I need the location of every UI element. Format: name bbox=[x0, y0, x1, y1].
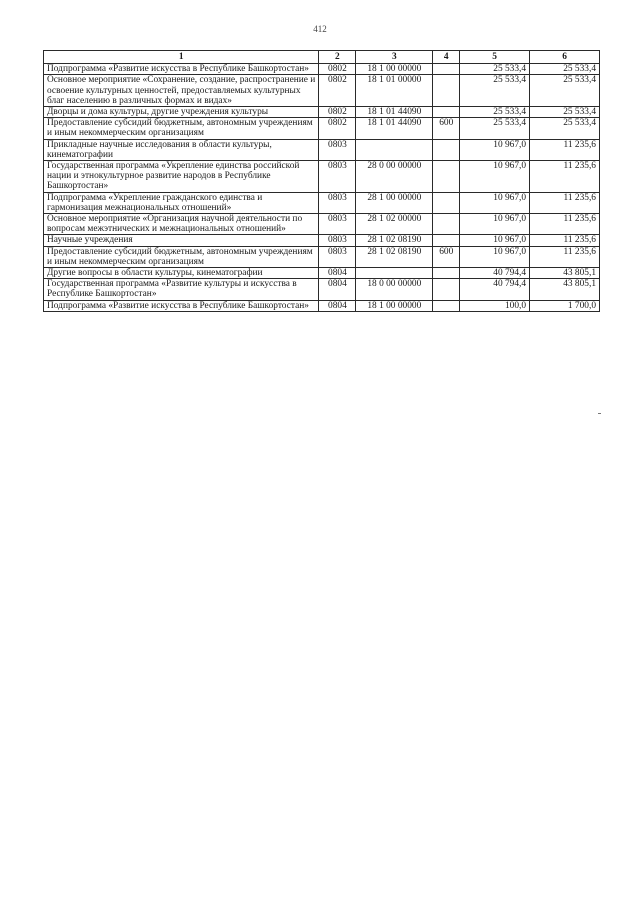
row-name: Государственная программа «Укрепление единства российской нации и этнокультурное развитие народов в Республике Башкортостан» bbox=[44, 161, 319, 193]
table-row bbox=[44, 139, 600, 160]
column-header-year1: 5 bbox=[460, 51, 530, 64]
row-year2: 11 235,6 bbox=[530, 161, 600, 193]
row-year2: 25 533,4 bbox=[530, 118, 600, 139]
row-type bbox=[433, 161, 460, 193]
row-year2: 11 235,6 bbox=[530, 214, 600, 235]
row-year1: 25 533,4 bbox=[460, 107, 530, 118]
row-year1: 40 794,4 bbox=[460, 279, 530, 300]
row-target: 18 1 00 00000 bbox=[356, 64, 433, 75]
row-year1: 40 794,4 bbox=[460, 268, 530, 279]
column-header-target: 3 bbox=[356, 51, 433, 64]
row-name: Подпрограмма «Развитие искусства в Республике Башкортостан» bbox=[44, 64, 319, 75]
table-row bbox=[44, 75, 600, 107]
row-section: 0803 bbox=[319, 161, 356, 193]
row-target: 28 1 00 00000 bbox=[356, 192, 433, 213]
row-year1: 10 967,0 bbox=[460, 139, 530, 160]
row-target: 28 1 02 00000 bbox=[356, 214, 433, 235]
row-section: 0803 bbox=[319, 214, 356, 235]
row-type bbox=[433, 64, 460, 75]
row-year1: 10 967,0 bbox=[460, 161, 530, 193]
column-header-name: 1 bbox=[44, 51, 319, 64]
row-type bbox=[433, 75, 460, 107]
row-type: 600 bbox=[433, 246, 460, 267]
row-year1: 25 533,4 bbox=[460, 75, 530, 107]
row-name: Основное мероприятие «Сохранение, создание, распространение и освоение культурных ценностей, предоставляемых культурных благ населению в различных формах и видах» bbox=[44, 75, 319, 107]
row-section: 0803 bbox=[319, 235, 356, 246]
row-type bbox=[433, 139, 460, 160]
row-year1: 10 967,0 bbox=[460, 192, 530, 213]
row-year2: 11 235,6 bbox=[530, 246, 600, 267]
table-row bbox=[44, 118, 600, 139]
row-year2: 25 533,4 bbox=[530, 75, 600, 107]
table-row bbox=[44, 214, 600, 235]
row-target: 18 1 00 00000 bbox=[356, 300, 433, 311]
row-target: 28 1 02 08190 bbox=[356, 246, 433, 267]
row-section: 0803 bbox=[319, 192, 356, 213]
row-target: 18 1 01 44090 bbox=[356, 118, 433, 139]
row-year2: 43 805,1 bbox=[530, 279, 600, 300]
column-header-type: 4 bbox=[433, 51, 460, 64]
table-header-row bbox=[44, 51, 600, 64]
row-section: 0804 bbox=[319, 279, 356, 300]
row-year2: 25 533,4 bbox=[530, 64, 600, 75]
page-number: 412 bbox=[313, 24, 327, 34]
row-type bbox=[433, 192, 460, 213]
table-row bbox=[44, 300, 600, 311]
row-section: 0804 bbox=[319, 300, 356, 311]
column-header-year2: 6 bbox=[530, 51, 600, 64]
row-type bbox=[433, 279, 460, 300]
row-name: Научные учреждения bbox=[44, 235, 319, 246]
row-year1: 25 533,4 bbox=[460, 118, 530, 139]
table-row bbox=[44, 235, 600, 246]
row-year2: 1 700,0 bbox=[530, 300, 600, 311]
table-row bbox=[44, 268, 600, 279]
row-section: 0803 bbox=[319, 139, 356, 160]
row-target bbox=[356, 139, 433, 160]
row-year1: 100,0 bbox=[460, 300, 530, 311]
column-header-section: 2 bbox=[319, 51, 356, 64]
row-type bbox=[433, 214, 460, 235]
row-name: Другие вопросы в области культуры, кинематографии bbox=[44, 268, 319, 279]
row-target: 28 1 02 08190 bbox=[356, 235, 433, 246]
row-name: Дворцы и дома культуры, другие учреждения культуры bbox=[44, 107, 319, 118]
row-year1: 10 967,0 bbox=[460, 235, 530, 246]
row-section: 0804 bbox=[319, 268, 356, 279]
row-type: 600 bbox=[433, 118, 460, 139]
row-year2: 25 533,4 bbox=[530, 107, 600, 118]
row-name: Предоставление субсидий бюджетным, автономным учреждениям и иным некоммерческим организациям bbox=[44, 118, 319, 139]
row-year2: 43 805,1 bbox=[530, 268, 600, 279]
row-target: 28 0 00 00000 bbox=[356, 161, 433, 193]
row-name: Подпрограмма «Развитие искусства в Республике Башкортостан» bbox=[44, 300, 319, 311]
row-section: 0802 bbox=[319, 64, 356, 75]
scan-mark bbox=[598, 413, 601, 414]
budget-table bbox=[43, 50, 600, 312]
row-year2: 11 235,6 bbox=[530, 235, 600, 246]
table-row bbox=[44, 107, 600, 118]
row-name: Государственная программа «Развитие культуры и искусства в Республике Башкортостан» bbox=[44, 279, 319, 300]
row-year1: 25 533,4 bbox=[460, 64, 530, 75]
row-target bbox=[356, 268, 433, 279]
table-row bbox=[44, 192, 600, 213]
table-row bbox=[44, 64, 600, 75]
row-year1: 10 967,0 bbox=[460, 246, 530, 267]
row-type bbox=[433, 268, 460, 279]
row-year1: 10 967,0 bbox=[460, 214, 530, 235]
table-row bbox=[44, 161, 600, 193]
table-row bbox=[44, 246, 600, 267]
row-section: 0802 bbox=[319, 118, 356, 139]
row-target: 18 1 01 00000 bbox=[356, 75, 433, 107]
row-type bbox=[433, 107, 460, 118]
row-section: 0802 bbox=[319, 107, 356, 118]
row-type bbox=[433, 300, 460, 311]
row-section: 0803 bbox=[319, 246, 356, 267]
row-name: Основное мероприятие «Организация научной деятельности по вопросам межэтнических и межнациональных отношений» bbox=[44, 214, 319, 235]
row-target: 18 0 00 00000 bbox=[356, 279, 433, 300]
row-target: 18 1 01 44090 bbox=[356, 107, 433, 118]
row-year2: 11 235,6 bbox=[530, 192, 600, 213]
row-year2: 11 235,6 bbox=[530, 139, 600, 160]
row-section: 0802 bbox=[319, 75, 356, 107]
row-name: Подпрограмма «Укрепление гражданского единства и гармонизация межнациональных отношений» bbox=[44, 192, 319, 213]
row-name: Прикладные научные исследования в области культуры, кинематографии bbox=[44, 139, 319, 160]
row-type bbox=[433, 235, 460, 246]
row-name: Предоставление субсидий бюджетным, автономным учреждениям и иным некоммерческим организациям bbox=[44, 246, 319, 267]
table-row bbox=[44, 279, 600, 300]
